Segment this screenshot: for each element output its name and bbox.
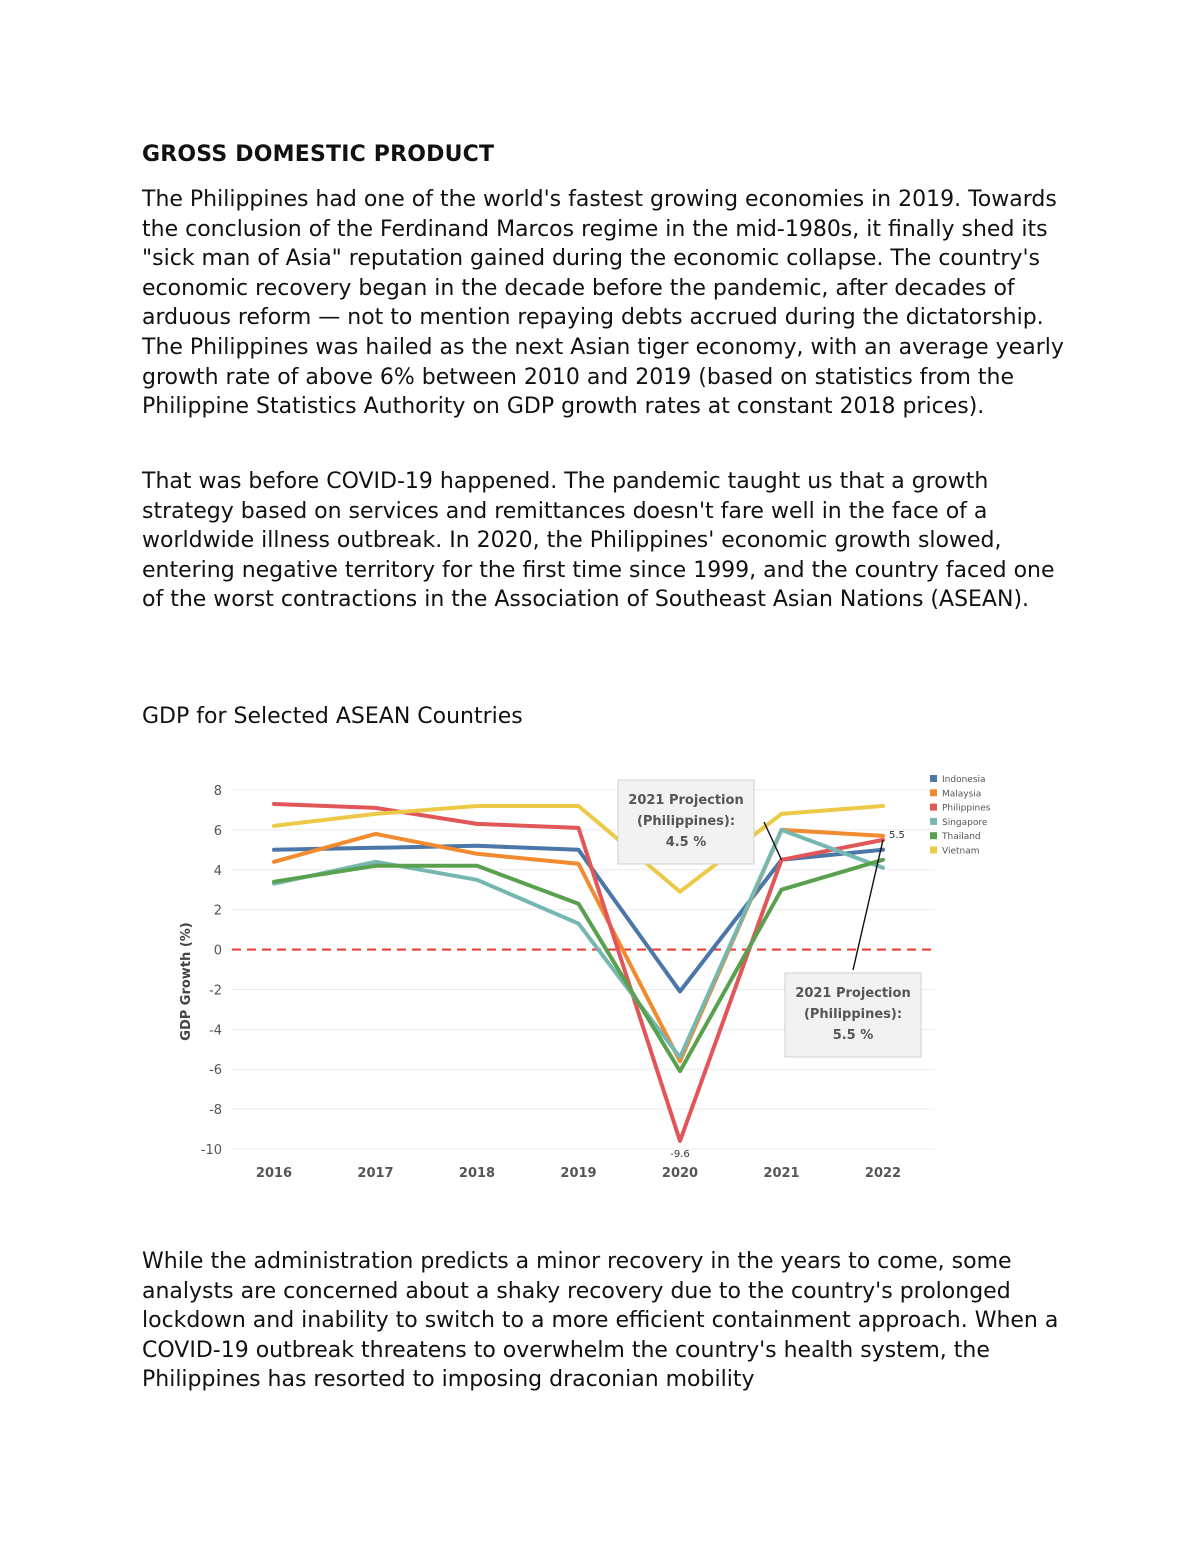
- annotation-text: 2021 Projection: [628, 793, 744, 808]
- x-tick-label: 2022: [864, 1166, 902, 1181]
- legend-swatch-vietnam: [930, 847, 937, 854]
- annotation-text: 5.5 %: [832, 1028, 874, 1043]
- y-axis-label: GDP Growth (%): [179, 922, 194, 1041]
- legend-swatch-indonesia: [930, 775, 937, 782]
- legend-label-philippines: Philippines: [942, 803, 991, 814]
- data-label: -9.6: [670, 1149, 690, 1161]
- legend-swatch-singapore: [930, 818, 937, 825]
- x-tick-label: 2017: [357, 1166, 394, 1181]
- legend-label-singapore: Singapore: [942, 817, 988, 828]
- y-tick-label: -8: [209, 1103, 222, 1119]
- legend-label-indonesia: Indonesia: [942, 775, 986, 785]
- x-tick-label: 2019: [560, 1166, 597, 1181]
- y-tick-label: 0: [213, 943, 222, 959]
- y-tick-label: 6: [213, 823, 222, 839]
- legend-swatch-thailand: [930, 832, 937, 839]
- legend-swatch-malaysia: [930, 789, 937, 796]
- legend-label-vietnam: Vietnam: [942, 846, 980, 857]
- paragraph-recovery: While the administration predicts a minor recovery in the years to come, some analysts are concerned about a shaky recovery due to the country's prolonged lockdown and inability to switch to a more efficient containment approach. When a COVID-19 outbreak threatens to overwhelm the country's health system, the Philippines has resorted to imposing draconian mobility: [142, 1249, 1059, 1393]
- y-tick-label: 4: [213, 863, 222, 879]
- annotation-text: 4.5 %: [665, 835, 707, 850]
- y-tick-label: 2: [213, 903, 222, 919]
- annotation-text: 2021 Projection: [795, 986, 911, 1001]
- y-tick-label: 8: [213, 784, 222, 799]
- figure-caption: GDP for Selected ASEAN Countries: [142, 704, 523, 729]
- x-tick-label: 2020: [661, 1166, 699, 1181]
- x-tick-label: 2021: [763, 1166, 800, 1181]
- y-tick-label: -10: [200, 1143, 222, 1158]
- legend-swatch-philippines: [930, 804, 937, 811]
- x-tick-label: 2018: [458, 1166, 496, 1181]
- y-tick-label: -4: [209, 1023, 222, 1039]
- y-tick-label: -6: [209, 1063, 222, 1079]
- gdp-line-chart: [160, 760, 1060, 1200]
- paragraph-intro: The Philippines had one of the world's fastest growing economies in 2019. Towards the conclusion of the Ferdinand Marcos regime in the mid-1980s, it finally shed its "sick man of Asia" reputation gained during the economic collapse. The country's economic recovery began in the decade before the pandemic, after decades of arduous reform — not to mention repaying debts accrued during the dictatorship. The Philippines was hailed as the next Asian tiger economy, with an average yearly growth rate of above 6% between 2010 and 2019 (based on statistics from the Philippine Statistics Authority on GDP growth rates at constant 2018 prices).: [142, 187, 1064, 420]
- data-label: 5.5: [889, 829, 905, 841]
- legend-label-thailand: Thailand: [942, 832, 981, 843]
- x-tick-label: 2016: [255, 1166, 293, 1181]
- y-tick-label: -2: [209, 983, 222, 999]
- annotation-text: (Philippines):: [803, 1007, 903, 1022]
- document-heading: GROSS DOMESTIC PRODUCT: [142, 142, 495, 167]
- legend-label-malaysia: Malaysia: [942, 789, 982, 800]
- paragraph-covid: That was before COVID-19 happened. The pandemic taught us that a growth strategy based on services and remittances doesn't fare well in the face of a worldwide illness outbreak. In 2020, the Philippines' economic growth slowed, entering negative territory for the first time since 1999, and the country faced one of the worst contractions in the Association of Southeast Asian Nations (ASEAN).: [142, 469, 1055, 613]
- annotation-text: (Philippines):: [636, 814, 736, 829]
